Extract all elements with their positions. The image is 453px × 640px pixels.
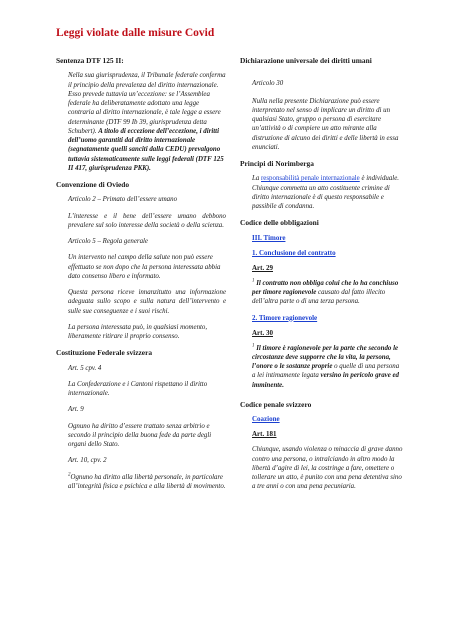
section-heading-dudu: Dichiarazione universale dei diritti umani: [240, 56, 372, 65]
art181-line: [252, 430, 403, 439]
footnote-number: 2: [68, 472, 71, 478]
ragionevole-line: [252, 314, 403, 323]
dtf-text-bold: A titolo di eccezione dell’eccezione, i diritti dell’uomo garantiti dal diritto internazionale (segnatamente quelli sanciti dalla CEDU) prevalgono tuttavia sistematicamente sulle leggi federali (DTF 125 II 417, giurisprudenza PKK).: [68, 127, 224, 172]
left-column: [56, 56, 226, 498]
norimberga-text: [252, 174, 403, 211]
dtf-text: Nella sua giurisprudenza, il Tribunale federale conferma il principio della prevalenza del diritto internazionale. Esso prevede tuttavia un’eccezione: se l’Assemblea federale ha deliberatamente adottato una legge contraria al diritto internazionale, è tale legge a essere determinante (DTF 99 Ib 39, giurisprudenza detta Schubert).: [68, 72, 226, 135]
page-title: Leggi violate dalle misure Covid: [56, 27, 215, 39]
art181-heading: Art. 181: [252, 430, 277, 439]
dudu-art30-title: Articolo 30: [252, 80, 284, 88]
art30-mid: o quelle di una persona a lei intimamente legata: [252, 363, 400, 380]
cost-art10-text: [68, 473, 226, 492]
art30-heading: Art. 30: [252, 328, 273, 337]
art29-text: [252, 279, 403, 307]
oviedo-art5-consent: La persona interessata può, in qualsiasi momento, liberamente ritirare il proprio consenso.: [68, 323, 208, 340]
art29-bold: Il contratto non obbliga colui che lo ha conchiuso per timore ragionevole: [252, 279, 399, 297]
timore-line: [252, 234, 403, 243]
oviedo-art2-text: L’interesse e il bene dell’essere umano debbono prevalere sul solo interesse della società o della scienza.: [68, 212, 226, 229]
norimberga-pre: La: [252, 175, 262, 183]
section-heading-costituzione: Costituzione Federale svizzera: [56, 348, 153, 358]
section-heading-penale: Codice penale svizzero: [240, 399, 312, 409]
oviedo-art5-text: Un intervento nel campo della salute non può essere effettuato se non dopo che la persona interessata abbia dato consenso libero e informato.: [68, 254, 221, 280]
coazione-line: [252, 415, 403, 424]
cost-art5-text: La Confederazione e i Cantoni rispettano il diritto internazionale.: [68, 380, 208, 397]
art29-line: [252, 264, 403, 273]
coazione-link[interactable]: Coazione: [252, 415, 280, 424]
section-heading-obbligazioni: Codice delle obbligazioni: [240, 218, 319, 228]
oviedo-art2-title: Articolo 2 – Primato dell’essere umano: [68, 196, 178, 204]
art30-line: [252, 329, 403, 338]
cost-art9-title: Art. 9: [68, 406, 84, 414]
norimberga-post: è individuale. Chiunque commetta un atto costituente crimine di diritto internazionale è di questo responsabile e passibile di condanna.: [252, 175, 399, 210]
art30-bold-2: versino in pericolo grave ed imminente.: [252, 372, 399, 389]
dtf-paragraph: [68, 71, 226, 173]
oviedo-art5-info: Questa persona riceve innanzitutto una informazione adeguata sullo scopo e sulla natura dell’intervento e sulle sue conseguenze e i suoi rischi.: [68, 289, 226, 315]
art181-text: Chiunque, usando violenza o minaccia di grave danno contro una persona, o intralciando in altro modo la libertà d’agire di lei, la costringe a fare, omettere o tollerare un atto, è punito con una pena detentiva sino a tre anni o con una pena pecuniaria.: [252, 446, 403, 491]
conclusione-line: [252, 249, 403, 258]
cost-art9-text: Ognuno ha diritto d’essere trattato senza arbitrio e secondo il principio della buona fede da parte degli organi dello Stato.: [68, 422, 212, 448]
art29-rest: causato dal fatto illecito dell’altra parte o di una terza persona.: [252, 289, 386, 306]
right-column: [240, 56, 403, 499]
section-heading-oviedo: Convenzione di Oviedo: [56, 180, 130, 189]
cost-art10-body: Ognuno ha diritto alla libertà personale, in particolare all’integrità fisica e psichica e alla libertà di movimento.: [68, 473, 226, 490]
dudu-art30-text: Nulla nella presente Dichiarazione può essere interpretato nel senso di implicare un diritto di un qualsiasi Stato, gruppo o persona di esercitare un’attività o di compiere un atto mirante alla distruzione di alcuno dei diritti e delle libertà in essa enunciati.: [252, 97, 399, 151]
section-heading-norimberga: Principi di Norimberga: [240, 159, 314, 168]
cost-art5-title: Art. 5 cpv. 4: [68, 364, 102, 372]
section-heading-dtf: Sentenza DTF 125 II:: [56, 56, 124, 65]
cost-art10-title: Art. 10, cpv. 2: [68, 457, 107, 465]
oviedo-art5-title: Articolo 5 – Regola generale: [68, 238, 148, 245]
footnote-number: 1: [252, 343, 255, 349]
art30-bold-1: Il timore è ragionevole per la parte che secondo le circostanze deve supporre che la vita, la persona, l’onore o le sostanze proprie: [252, 344, 399, 371]
footnote-number: 1: [252, 278, 255, 284]
art30-text: [252, 344, 403, 390]
timore-link[interactable]: III. Timore: [252, 233, 286, 242]
responsabilita-link[interactable]: responsabilità penale internazionale: [261, 175, 360, 183]
timore-ragionevole-link[interactable]: 2. Timore ragionevole: [252, 313, 318, 322]
art29-heading: Art. 29: [252, 263, 273, 272]
conclusione-link[interactable]: 1. Conclusione del contratto: [252, 248, 336, 257]
